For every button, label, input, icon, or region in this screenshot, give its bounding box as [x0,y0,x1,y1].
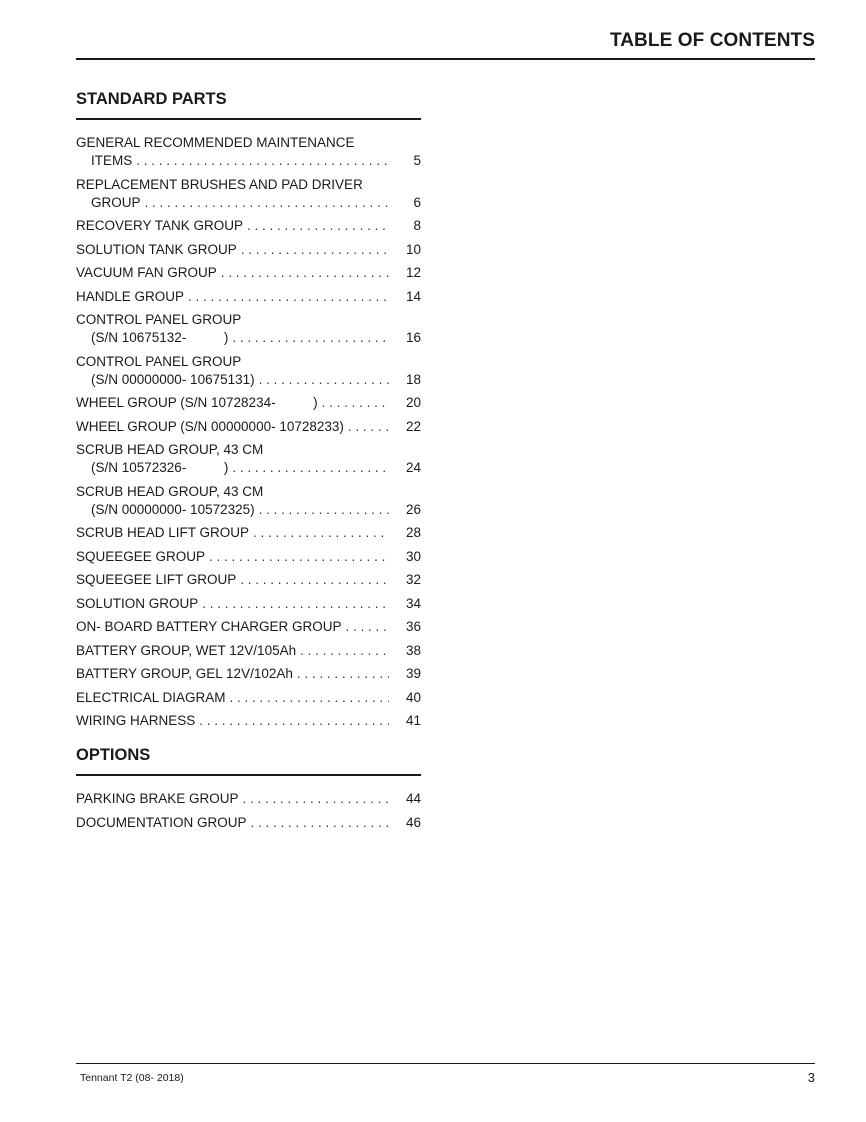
footer-document-id: Tennant T2 (08- 2018) [80,1072,184,1084]
toc-entry[interactable] [76,311,421,347]
toc-entry-line [76,241,421,259]
toc-entry-line [76,790,421,808]
toc-entry-line [76,134,421,152]
toc-entry-line [76,571,421,589]
toc-entry-line [76,524,421,542]
toc-entry-page-number: 10 [405,241,421,257]
toc-entry-line [76,176,421,194]
toc-entry-page-number: 24 [405,460,421,475]
toc-entry-page-number: 8 [413,218,421,233]
toc-entry-line [76,329,421,347]
toc-entry-page-number: 40 [405,689,421,705]
toc-entry-title: (S/N 10675132- ) [91,330,229,345]
toc-section [76,88,421,730]
toc-entry-page-number: 14 [405,288,421,304]
toc-entry-title: RECOVERY TANK GROUP [76,218,244,233]
section-heading: STANDARD PARTS [76,90,227,108]
toc-entry-title: DOCUMENTATION GROUP [76,814,247,830]
toc-entry[interactable] [76,548,421,566]
toc-entry-page-number: 36 [405,619,421,634]
toc-entry[interactable] [76,595,421,613]
page-title: TABLE OF CONTENTS [609,30,815,51]
toc-entry-line [76,371,421,389]
toc-entry-title: SQUEEGEE LIFT GROUP [76,572,237,587]
dot-leader [221,264,389,282]
table-of-contents [76,88,421,837]
toc-sections [76,88,421,832]
toc-entry-line [76,459,421,477]
dot-leader [145,194,389,212]
toc-entry-line [76,152,421,170]
toc-entry[interactable] [76,176,421,212]
toc-entry-page-number: 26 [405,501,421,517]
section-divider [76,774,421,776]
toc-entry-page-number: 22 [405,418,421,434]
toc-entry[interactable] [76,134,421,170]
toc-entry-title: PARKING BRAKE GROUP [76,791,239,806]
toc-entry-line [76,394,421,412]
toc-entry-title: CONTROL PANEL GROUP [76,312,242,327]
toc-entry-line [76,642,421,660]
toc-entry-page-number: 38 [405,642,421,658]
toc-entry-title: SOLUTION GROUP [76,595,199,611]
toc-entry[interactable] [76,814,421,832]
toc-entry[interactable] [76,418,421,436]
toc-entry-title: SCRUB HEAD GROUP, 43 CM [76,483,264,499]
dot-leader [232,459,389,477]
dot-leader [300,642,389,660]
toc-entry-page-number: 12 [405,265,421,280]
toc-entry-page-number: 39 [405,666,421,681]
toc-entry-title: ON- BOARD BATTERY CHARGER GROUP [76,619,342,634]
toc-entry-page-number: 34 [405,595,421,611]
toc-entry[interactable] [76,441,421,477]
dot-leader [243,790,389,808]
toc-entry-line [76,618,421,636]
toc-entry-line [76,311,421,329]
dot-leader [297,665,389,683]
toc-entry-page-number: 16 [405,330,421,345]
toc-entry-line [76,665,421,683]
toc-entry-title: SOLUTION TANK GROUP [76,241,237,257]
toc-entry-page-number: 5 [413,153,421,168]
toc-entry-title: (S/N 10572326- ) [91,460,229,475]
toc-entry[interactable] [76,618,421,636]
section-heading: OPTIONS [76,746,151,764]
toc-entry-title: (S/N 00000000- 10675131) [91,371,255,387]
toc-entry[interactable] [76,288,421,306]
toc-entry-line [76,353,421,371]
dot-leader [259,501,389,519]
toc-entry-title: CONTROL PANEL GROUP [76,353,242,369]
toc-entry-title: WHEEL GROUP (S/N 10728234- ) [76,395,318,410]
dot-leader [322,394,389,412]
toc-entry-title: WHEEL GROUP (S/N 00000000- 10728233) [76,418,344,434]
toc-entry[interactable] [76,712,421,730]
toc-entry[interactable] [76,483,421,519]
toc-entry-title: WIRING HARNESS [76,713,196,728]
toc-entry-line [76,814,421,832]
toc-entry[interactable] [76,790,421,808]
toc-entry-line [76,264,421,282]
toc-entry-line [76,288,421,306]
toc-entry[interactable] [76,571,421,589]
dot-leader [240,571,389,589]
toc-entry-title: HANDLE GROUP [76,288,185,304]
toc-entry-title: REPLACEMENT BRUSHES AND PAD DRIVER [76,176,363,192]
toc-entry-title: SCRUB HEAD LIFT GROUP [76,525,250,540]
dot-leader [348,418,389,436]
toc-entry-page-number: 6 [413,194,421,210]
dot-leader [253,524,389,542]
toc-entry[interactable] [76,217,421,235]
toc-entry-title: ELECTRICAL DIAGRAM [76,689,226,705]
dot-leader [251,814,390,832]
dot-leader [188,288,389,306]
dot-leader [230,689,389,707]
dot-leader [202,595,389,613]
toc-entry[interactable] [76,241,421,259]
toc-entry-title: (S/N 00000000- 10572325) [91,501,255,517]
toc-entry-title: BATTERY GROUP, GEL 12V/102Ah [76,666,293,681]
section-divider [76,118,421,120]
toc-entry-title: ITEMS [91,153,133,168]
toc-entry[interactable] [76,524,421,542]
dot-leader [209,548,389,566]
toc-entry[interactable] [76,394,421,412]
toc-entry[interactable] [76,353,421,389]
toc-entry-line [76,501,421,519]
toc-entry-line [76,595,421,613]
toc-entry-title: BATTERY GROUP, WET 12V/105Ah [76,642,297,658]
toc-entry-page-number: 46 [405,814,421,830]
toc-entry-line [76,217,421,235]
header-divider [76,58,815,60]
toc-entry-page-number: 32 [405,572,421,587]
toc-entry-title: GENERAL RECOMMENDED MAINTENANCE [76,135,355,150]
dot-leader [232,329,389,347]
dot-leader [259,371,389,389]
toc-entry-page-number: 18 [405,371,421,387]
toc-entry[interactable] [76,689,421,707]
footer-page-number: 3 [807,1070,815,1085]
toc-entry-line [76,689,421,707]
dot-leader [199,712,389,730]
toc-entry-page-number: 20 [405,395,421,410]
toc-entry-page-number: 41 [405,713,421,728]
toc-entry-line [76,194,421,212]
dot-leader [241,241,389,259]
toc-entry-line [76,712,421,730]
toc-entry-title: GROUP [91,194,141,210]
toc-entry-line [76,483,421,501]
toc-entry-title: SCRUB HEAD GROUP, 43 CM [76,442,264,457]
dot-leader [136,152,389,170]
toc-entry-line [76,441,421,459]
toc-entry[interactable] [76,665,421,683]
toc-entry-line [76,548,421,566]
toc-entry-page-number: 44 [405,791,421,806]
toc-entry-title: VACUUM FAN GROUP [76,265,217,280]
toc-entry-line [76,418,421,436]
toc-entry-page-number: 30 [405,548,421,564]
footer-divider [76,1063,815,1064]
toc-entry-page-number: 28 [405,525,421,540]
toc-section [76,744,421,832]
dot-leader [247,217,389,235]
toc-entry-title: SQUEEGEE GROUP [76,548,206,564]
toc-entry[interactable] [76,264,421,282]
toc-entry[interactable] [76,642,421,660]
dot-leader [346,618,389,636]
